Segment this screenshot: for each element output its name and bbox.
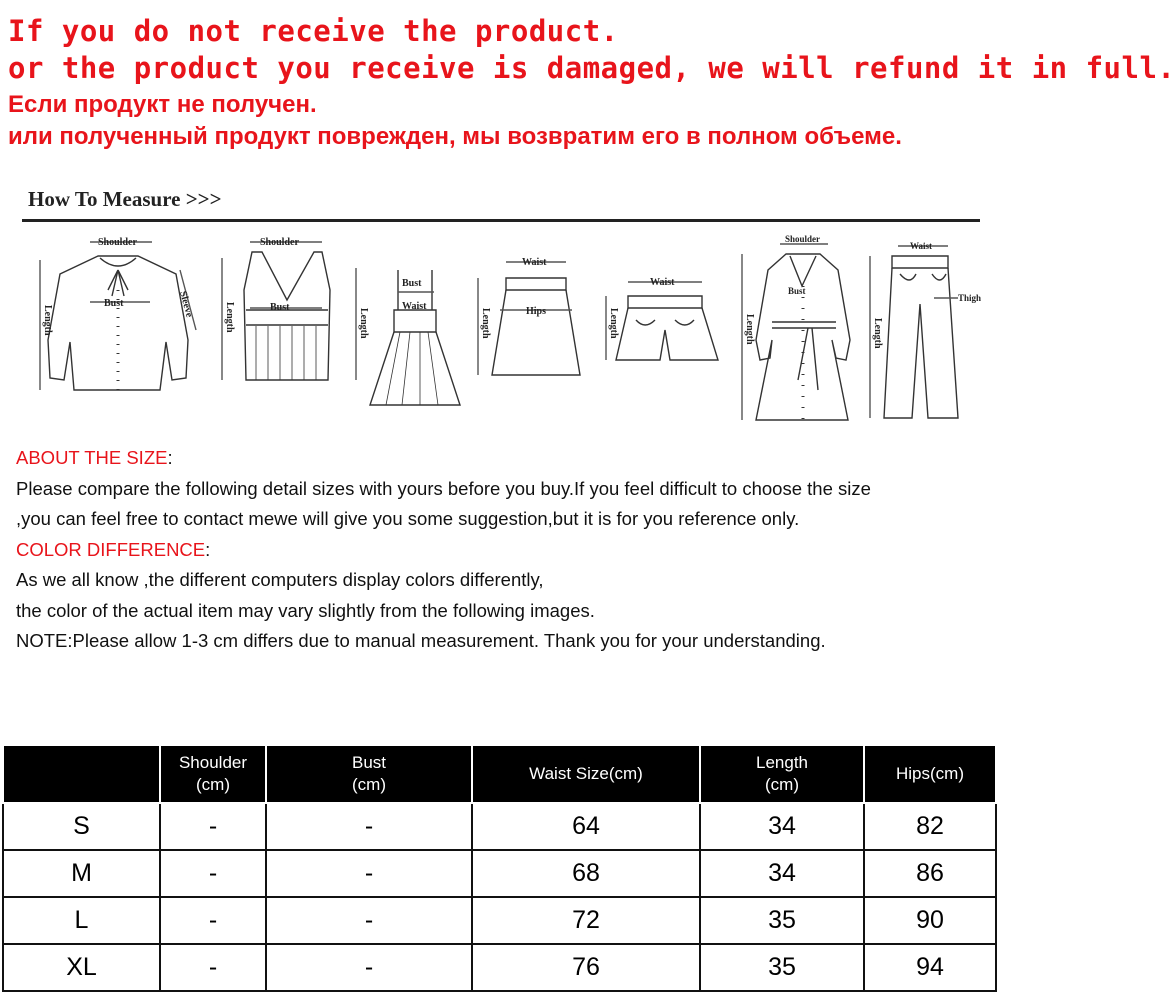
coat-diagram <box>742 234 850 420</box>
strap-dress-waist-label: Waist <box>402 301 427 312</box>
trousers-waist-label: Waist <box>910 241 933 251</box>
size-cell: L <box>3 897 160 944</box>
color-difference-text-2: the color of the actual item may vary slightly from the following images. <box>16 599 595 621</box>
size-cell: S <box>3 803 160 850</box>
header-shoulder: Shoulder (cm) <box>160 745 266 803</box>
notice-en-line2: or the product you receive is damaged, we will refund it in full. <box>8 51 1175 85</box>
table-row <box>3 803 996 850</box>
size-info-text <box>16 443 1000 657</box>
shorts-diagram <box>606 277 718 360</box>
bust-cell: - <box>266 897 472 944</box>
notice-en-line1: If you do not receive the product. <box>8 14 619 48</box>
table-row <box>3 897 996 944</box>
refund-notice <box>0 0 1175 170</box>
color-difference-colon: : <box>205 538 211 560</box>
strap-dress-length-label: Length <box>358 308 369 339</box>
size-chart-header-row <box>3 745 996 803</box>
length-cell: 34 <box>700 850 864 897</box>
shoulder-cell: - <box>160 944 266 991</box>
tank-top-bust-label: Bust <box>270 302 290 313</box>
length-cell: 35 <box>700 944 864 991</box>
hips-cell: 86 <box>864 850 996 897</box>
color-difference-heading: COLOR DIFFERENCE <box>16 538 206 560</box>
coat-shoulder-label: Shoulder <box>785 234 821 244</box>
skirt-hips-label: Hips <box>526 306 547 317</box>
hips-cell: 90 <box>864 897 996 944</box>
blouse-shoulder-label: Shoulder <box>98 237 137 248</box>
bust-cell: - <box>266 803 472 850</box>
length-cell: 35 <box>700 897 864 944</box>
color-difference-heading-line <box>16 535 1000 566</box>
shorts-length-label: Length <box>608 308 619 339</box>
notice-ru-line2: или полученный продукт поврежден, мы возвратим его в полном объеме. <box>8 123 902 150</box>
about-size-heading-line <box>16 443 1000 474</box>
notice-ru-line1: Если продукт не получен. <box>8 91 317 118</box>
tank-top-shoulder-label: Shoulder <box>260 237 299 248</box>
waist-cell: 64 <box>472 803 700 850</box>
about-size-text-1: Please compare the following detail sizes with yours before you buy.If you feel difficult to choose the size <box>16 477 871 499</box>
header-length: Length (cm) <box>700 745 864 803</box>
waist-cell: 72 <box>472 897 700 944</box>
strap-dress-bust-label: Bust <box>402 278 422 289</box>
header-waist: Waist Size(cm) <box>472 745 700 803</box>
size-chart-table <box>2 744 997 992</box>
header-size <box>3 745 160 803</box>
shoulder-cell: - <box>160 897 266 944</box>
skirt-diagram <box>478 257 580 375</box>
shorts-waist-label: Waist <box>650 277 675 288</box>
color-difference-text-1: As we all know ,the different computers display colors differently, <box>16 569 544 590</box>
hips-cell: 82 <box>864 803 996 850</box>
header-hips: Hips(cm) <box>864 745 996 803</box>
bust-cell: - <box>266 944 472 991</box>
shoulder-cell: - <box>160 803 266 850</box>
size-cell: XL <box>3 944 160 991</box>
shoulder-cell: - <box>160 850 266 897</box>
strap-dress-diagram <box>356 268 460 405</box>
waist-cell: 76 <box>472 944 700 991</box>
blouse-sleeve-label: Sleeve <box>177 289 195 319</box>
header-bust: Bust (cm) <box>266 745 472 803</box>
trousers-length-label: Length <box>872 318 883 349</box>
bust-cell: - <box>266 850 472 897</box>
hips-cell: 94 <box>864 944 996 991</box>
waist-cell: 68 <box>472 850 700 897</box>
how-to-measure-title: How To Measure >>> <box>28 187 222 211</box>
blouse-diagram <box>40 237 196 390</box>
about-size-text-2: ,you can feel free to contact mewe will give you some suggestion,but it is for you reference only. <box>16 508 800 529</box>
coat-length-label: Length <box>744 314 755 345</box>
blouse-length-label: Length <box>42 305 53 336</box>
skirt-length-label: Length <box>480 308 491 339</box>
length-cell: 34 <box>700 803 864 850</box>
coat-bust-label: Bust <box>788 286 806 296</box>
blouse-bust-label: Bust <box>104 298 124 309</box>
tank-top-diagram <box>222 237 330 380</box>
skirt-waist-label: Waist <box>522 257 547 268</box>
about-size-heading: ABOUT THE SIZE <box>16 447 168 468</box>
size-cell: M <box>3 850 160 897</box>
trousers-thigh-label: Thigh <box>958 293 982 303</box>
title-divider <box>22 219 980 222</box>
measurement-note: NOTE:Please allow 1-3 cm differs due to manual measurement. Thank you for your understanding. <box>16 630 826 651</box>
about-size-colon: : <box>167 447 173 468</box>
tank-top-length-label: Length <box>224 302 235 333</box>
table-row <box>3 850 996 897</box>
trousers-diagram <box>870 241 981 418</box>
table-row <box>3 944 996 991</box>
